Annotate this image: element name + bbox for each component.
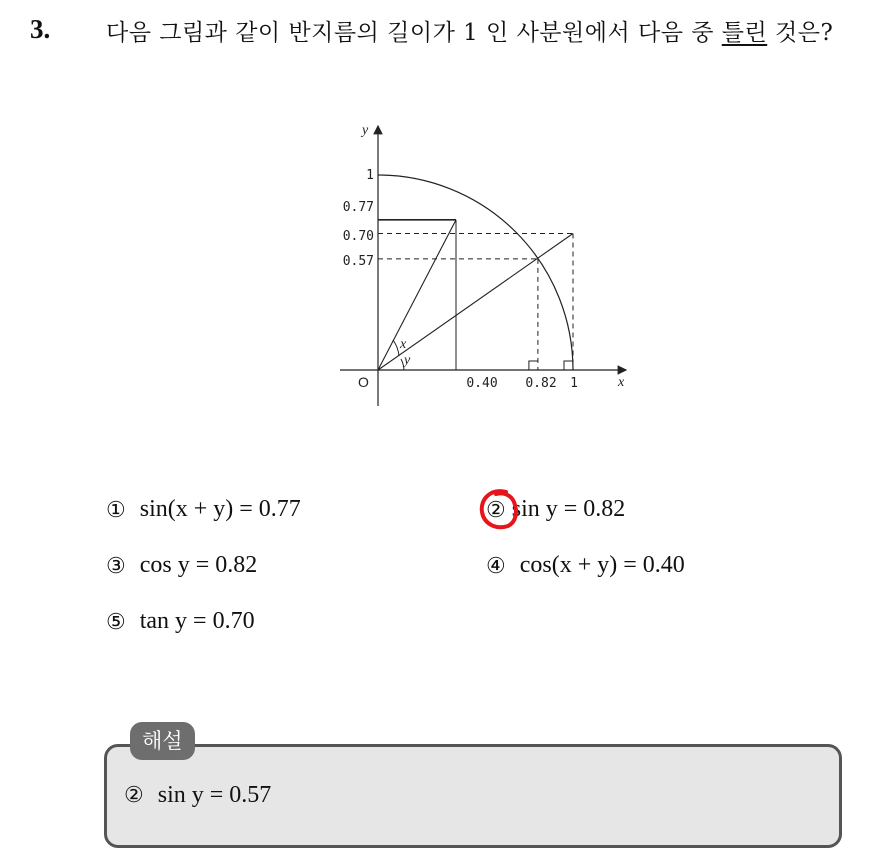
choice-3-number: ③ xyxy=(106,552,126,578)
x-tick-1: 1 xyxy=(570,376,578,391)
choice-1[interactable] xyxy=(106,496,301,523)
quarter-circle-arc xyxy=(378,175,573,370)
choice-5-expression: tan y = 0.70 xyxy=(139,608,255,634)
choice-5-number: ⑤ xyxy=(106,608,126,634)
question-text-end: 것은? xyxy=(767,20,834,46)
angle-arc-x xyxy=(393,340,399,356)
solution-number: ② xyxy=(124,782,144,807)
x-tick-082: 0.82 xyxy=(525,376,557,391)
choice-2-expression: sin y = 0.82 xyxy=(511,496,626,522)
question-text-main: 다음 그림과 같이 반지름의 길이가 1 인 사분원에서 다음 중 xyxy=(106,20,722,46)
y-tick-1: 1 xyxy=(366,168,374,183)
solution-text xyxy=(124,782,271,809)
choice-2-number: ② xyxy=(486,496,506,522)
choice-3-expression: cos y = 0.82 xyxy=(139,552,258,578)
y-tick-057: 0.57 xyxy=(342,254,374,269)
question-emphasis: 틀린 xyxy=(721,20,768,46)
right-angle-082 xyxy=(529,361,538,370)
angle-y-label: y xyxy=(404,353,411,368)
x-tick-040: 0.40 xyxy=(466,376,498,391)
question-number: 3. xyxy=(30,14,51,44)
question-text xyxy=(106,14,866,52)
y-axis-label: y xyxy=(362,123,369,138)
solution-expression: sin y = 0.57 xyxy=(157,782,272,808)
choice-5[interactable] xyxy=(106,608,255,635)
ray-to-tangent xyxy=(378,234,573,371)
quarter-circle-figure xyxy=(320,118,640,418)
y-tick-077: 0.77 xyxy=(342,200,374,215)
choice-4-number: ④ xyxy=(486,552,506,578)
right-angle-1 xyxy=(564,361,573,370)
origin-label: O xyxy=(358,374,369,390)
ray-to-point-a xyxy=(378,220,456,370)
angle-x-label: x xyxy=(400,337,407,352)
choice-4[interactable] xyxy=(486,552,685,579)
choice-4-expression: cos(x + y) = 0.40 xyxy=(519,552,685,578)
choice-1-expression: sin(x + y) = 0.77 xyxy=(139,496,301,522)
solution-tag: 해설 xyxy=(130,722,195,760)
figure-guide-lines xyxy=(378,220,573,370)
y-tick-070: 0.70 xyxy=(342,229,374,244)
x-axis-label: x xyxy=(618,375,625,390)
choice-1-number: ① xyxy=(106,496,126,522)
figure-svg xyxy=(320,118,640,418)
choice-3[interactable] xyxy=(106,552,257,579)
answer-circle-mark xyxy=(476,486,522,532)
